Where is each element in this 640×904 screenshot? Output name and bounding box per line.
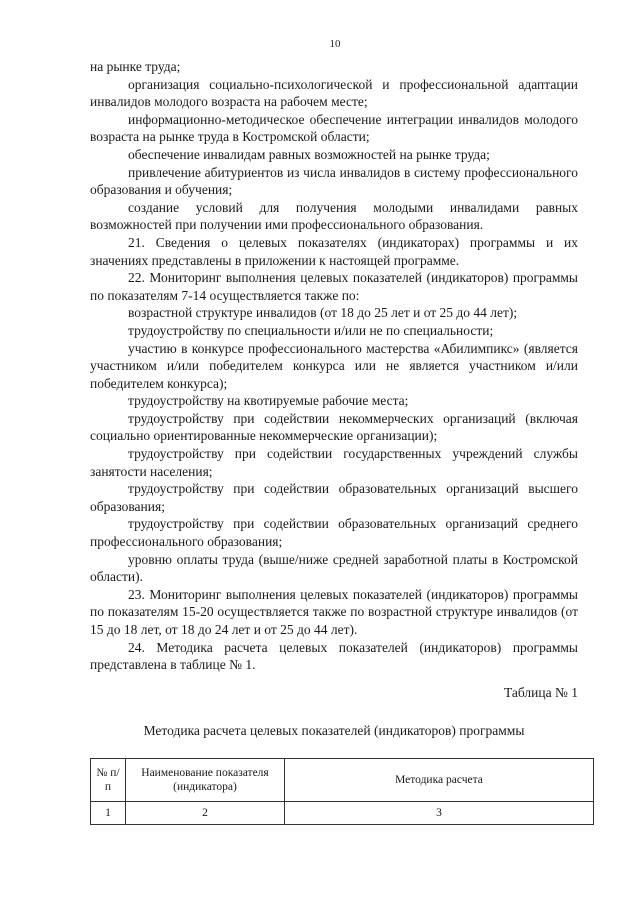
paragraph: информационно-методическое обеспечение интеграции инвалидов молодого возраста на рынке труда в Костромской области;	[90, 111, 578, 145]
paragraph: 24. Методика расчета целевых показателей (индикаторов) программы представлена в таблице № 1.	[90, 639, 578, 673]
table-label: Таблица № 1	[504, 685, 578, 700]
methodology-table	[90, 758, 594, 825]
paragraph: трудоустройству при содействии государственных учреждений службы занятости населения;	[90, 446, 578, 479]
column-header: № п/п	[91, 759, 126, 802]
table-cell: 2	[126, 802, 285, 825]
paragraph: на рынке труда;	[90, 59, 181, 74]
paragraph: трудоустройству при содействии образовательных организаций высшего образования;	[90, 481, 578, 514]
page-number: 10	[329, 38, 341, 50]
paragraph: уровню оплаты труда (выше/ниже средней заработной платы в Костромской области).	[90, 551, 578, 585]
paragraph: трудоустройству при содействии некоммерческих организаций (включая социально ориентированные некоммерческие организации);	[90, 410, 578, 444]
paragraph: 22. Мониторинг выполнения целевых показателей (индикаторов) программы по показателям 7-14 осуществляется также по:	[90, 270, 578, 303]
paragraph: создание условий для получения молодыми инвалидами равных возможностей при получении ими профессионального образования.	[90, 199, 578, 233]
paragraph: привлечение абитуриентов из числа инвалидов в систему профессионального образования и обучения;	[90, 164, 578, 198]
paragraph: организация социально-психологической и профессиональной адаптации инвалидов молодого возраста на рабочем месте;	[90, 76, 578, 110]
paragraph: 23. Мониторинг выполнения целевых показателей (индикаторов) программы по показателям 15-20 осуществляется также по возрастной структуре инвалидов (от 15 до 18 лет, от 18 до 24 лет и от 25 до 44 лет).	[90, 586, 578, 637]
paragraph: возрастной структуре инвалидов (от 18 до 25 лет и от 25 до 44 лет);	[128, 305, 518, 321]
table-title: Методика расчета целевых показателей (индикаторов) программы	[143, 723, 525, 738]
table-cell: 3	[285, 802, 594, 825]
paragraph: 21. Сведения о целевых показателях (индикаторах) программы и их значениях представлены в приложении к настоящей программе.	[90, 234, 578, 268]
paragraph: участию в конкурсе профессионального мастерства «Абилимпикс» (является участником и/или победителем конкурса или не является участником и/или победителем конкурса);	[90, 340, 578, 391]
paragraph: трудоустройству на квотируемые рабочие места;	[128, 393, 409, 409]
column-header: Наименование показателя (индикатора)	[126, 759, 285, 802]
column-header: Методика расчета	[285, 759, 594, 802]
table-cell: 1	[91, 802, 126, 825]
body-text	[90, 58, 578, 674]
paragraph: трудоустройству по специальности и/или не по специальности;	[128, 322, 494, 338]
table-header-row	[91, 759, 594, 802]
table-row	[91, 802, 594, 825]
paragraph: трудоустройству при содействии образовательных организаций среднего профессионального образования;	[90, 516, 578, 550]
paragraph: обеспечение инвалидам равных возможностей на рынке труда;	[128, 146, 490, 162]
